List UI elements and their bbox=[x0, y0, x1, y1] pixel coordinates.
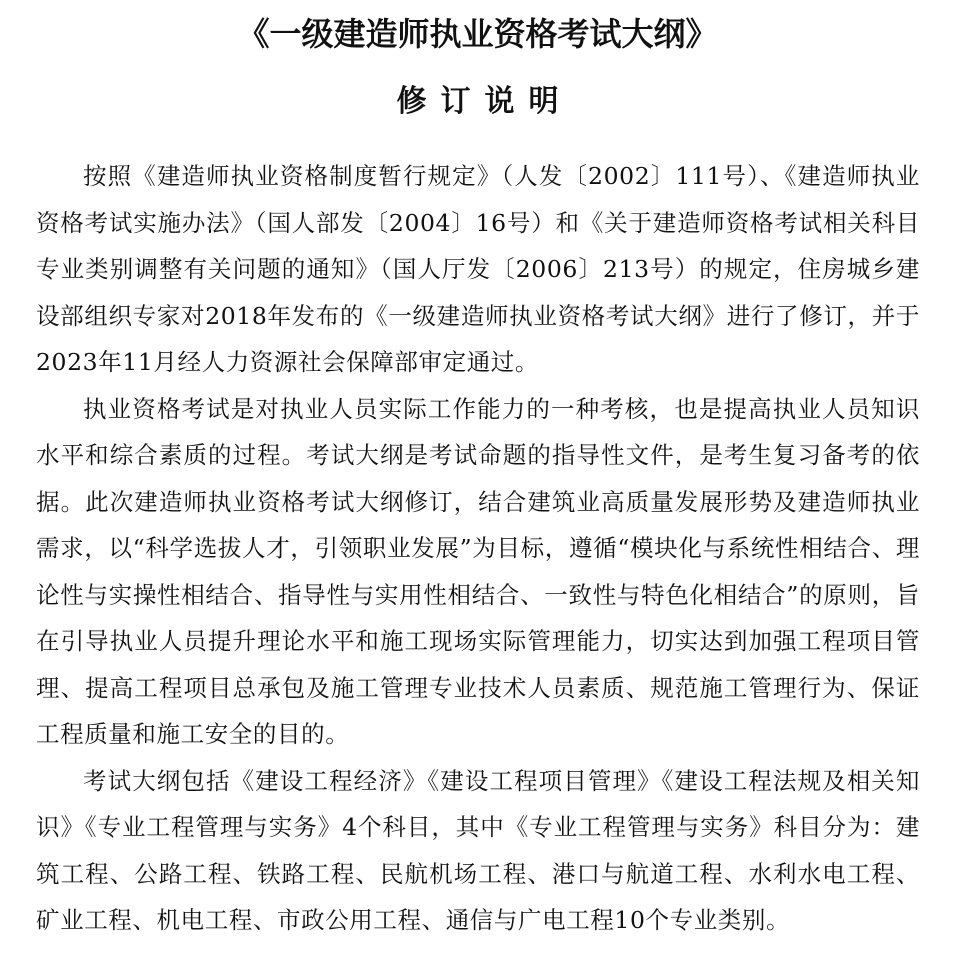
document-title: 《一级建造师执业资格考试大纲》 bbox=[237, 15, 718, 53]
document-subtitle: 修订说明 bbox=[396, 84, 573, 119]
paragraph-purpose: 执业资格考试是对执业人员实际工作能力的一种考核，也是提高执业人员知识水平和综合素质的过程。考试大纲是考试命题的指导性文件，是考生复习备考的依据。此次建造师执业资格考试大纲修订，结合建筑业高质量发展形势及建造师执业需求，以“科学选拔人才，引领职业发展”为目标，遵循“模块化与系统性相结合、理论性与实操性相结合、指导性与实用性相结合、一致性与特色化相结合”的原则，旨在引导执业人员提升理论水平和施工现场实际管理能力，切实达到加强工程项目管理、提高工程项目总承包及施工管理专业技术人员素质、规范施工管理行为、保证工程质量和施工安全的目的。 bbox=[36, 394, 920, 748]
paragraph-subjects: 考试大纲包括《建设工程经济》《建设工程项目管理》《建设工程法规及相关知识》《专业工程管理与实务》4个科目，其中《专业工程管理与实务》科目分为：建筑工程、公路工程、铁路工程、民航机场工程、港口与航道工程、水利水电工程、矿业工程、机电工程、市政公用工程、通信与广电工程10个专业类别。 bbox=[36, 766, 920, 934]
document-body bbox=[36, 153, 920, 944]
paragraph-legal-basis: 按照《建造师执业资格制度暂行规定》（人发〔2002〕111号）、《建造师执业资格考试实施办法》（国人部发〔2004〕16号）和《关于建造师资格考试相关科目专业类别调整有关问题的通知》（国人厅发〔2006〕213号）的规定，住房城乡建设部组织专家对2018年发布的《一级建造师执业资格考试大纲》进行了修订，并于2023年11月经人力资源社会保障部审定通过。 bbox=[36, 162, 920, 376]
